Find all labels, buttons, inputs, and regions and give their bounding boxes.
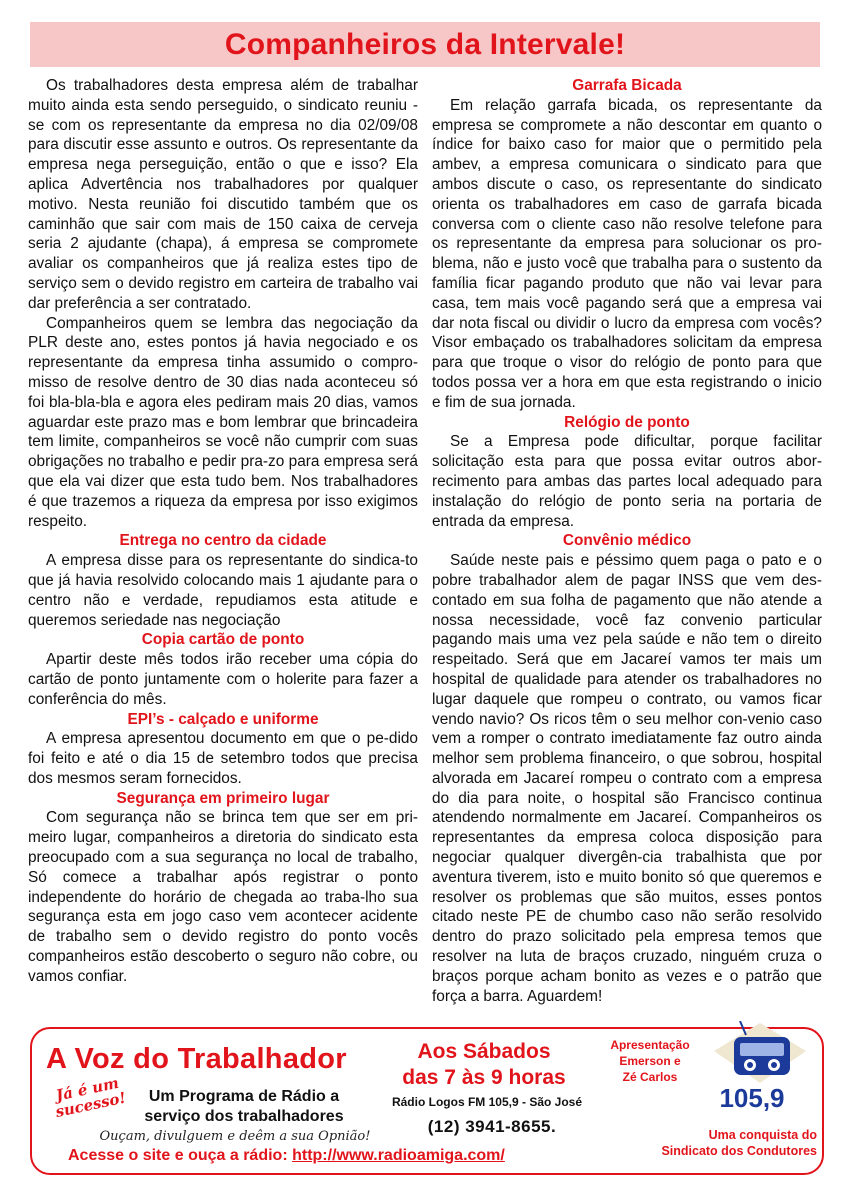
sponsor-line: Sindicato dos Condutores	[661, 1144, 817, 1158]
access-line	[68, 1147, 505, 1165]
schedule-day: Aos Sábados	[417, 1040, 551, 1063]
article-paragraph: Se a Empresa pode dificultar, porque facilitar solicitação esta para que possa evitar outros abor-recimento para ambas das partes local adequado para instalação do relógio de ponto seria na portaria de entrada da empresa.	[432, 433, 822, 530]
article-paragraph: Em relação garrafa bicada, os representante da empresa se compromete a não descontar em quanto o índice for baixo caso for maior que o permitido pela ambev, a empresa comunicara o sindicato para que ambos discute o caso, os representante do sindicato orienta os trabalhadores em caso de garrafa bicada conversa com o cliente caso não resolve telefone para os representante da empresa para solucionar os pro-blema, não e justo você que trabalha para o sustento da família ficar pagando produto que não vai levar para casa, tem mais você pagando será que a empresa vai dar nota fiscal ou dividir o lucro da empresa com vocês? Visor embaçado os trabalhadores solicitam da empresa para que troque o visor do relógio de ponto para que todos possa ver a hora em que esta registrando o inicio e fim de sua jornada.	[432, 96, 822, 411]
article-paragraph: Os trabalhadores desta empresa além de trabalhar muito ainda esta sendo perseguido, o sindicato reuniu - se com os representante da empresa no dia 02/09/08 para discutir esse assunto e outros. Os representante da empresa nega perseguição, então o que e isso? Ela aplica Advertência nos trabalhadores por qualquer motivo. Nesta reunião foi discutido também que os caminhão que sair com mais de 150 caixa de cerveja seria 2 ajudante (chapa), á empresa se compromete avaliar os companheiros que já realiza estes tipo de serviço sem o devido registro em carteira de trabalho vai dar preferência a ser contratado.	[28, 77, 418, 312]
section-heading: Segurança em primeiro lugar	[116, 789, 330, 807]
radio-icon	[704, 1021, 816, 1091]
radio-site-link[interactable]: http://www.radioamiga.com/	[292, 1147, 505, 1164]
section-heading: EPI’s - calçado e uniforme	[127, 710, 319, 728]
frequency-label: 105,9	[719, 1083, 785, 1113]
radio-program-box	[30, 1027, 824, 1175]
article-paragraph: Com segurança não se brinca tem que ser em pri-meiro lugar, companheiros a diretoria do sindicato esta preocupado com a sua segurança no local de trabalho, Só comece a trabalhar após registrar o ponto independente do horário de chegada ao traba-lho sua segurança esta em jogo caso vem acontecer acidente de trabalho sem o devido registro do ponto vocês companheiros estão descoberto o seguro não cobre, ou vamos confiar.	[28, 809, 418, 985]
program-description	[114, 1087, 374, 1127]
section-heading: Copia cartão de ponto	[141, 631, 305, 649]
schedule-time: das 7 às 9 horas	[402, 1066, 566, 1089]
left-column	[28, 76, 418, 987]
article-paragraph: A empresa apresentou documento em que o pe-dido foi feito e até o dia 15 de setembro todos que precisa dos mesmos seram fornecidos.	[28, 730, 418, 787]
article-paragraph: A empresa disse para os representante do sindica-to que já havia resolvido colocando mais 1 ajudante para o centro não e verdade, repudiamos esta atitude e queremos seriedade nas negociação	[28, 552, 418, 629]
title-banner	[30, 22, 820, 67]
program-line: serviço dos trabalhadores	[144, 1108, 344, 1125]
sponsor-line: Uma conquista do	[708, 1128, 817, 1142]
presenter-name: Zé Carlos	[622, 1070, 678, 1084]
radio-station-name: Rádio Logos FM 105,9 - São José	[391, 1095, 583, 1109]
section-heading: Relógio de ponto	[564, 413, 690, 431]
radio-show-title: A Voz do Trabalhador	[46, 1043, 347, 1075]
article-paragraph: Saúde neste pais e péssimo quem paga o pato e o pobre trabalhador alem de pagar INSS que vem des-contado em sua folha de pagamento que não atende a nossa necessidade, você faz convenio particular pagando mais uma vez pela saúde e não tem o direito respeitado. Será que em Jacareí vamos ter mais um hospital de qualidade para atender os trabalhadores no lugar daquele que rompeu o contrato, ou vamos ficar vendo navio? Os ricos têm o seu melhor con-venio caso vem a romper o contrato imediatamente faz outro ainda melhor sem problema financeiro, o que sobrou, hospital alvorada em Jacareí rompeu o contrato com a empresa do dia para noite, o hospital são Francisco continua atendendo normalmente em Jacareí. Companheiros os representantes da empresa coloca disposição para negociar qualquer divergên-cia trabalhista que por aventura tiverem, isto e muito bonito só que queremos e resolver os problemas que são muitos, esses pontos citado neste PE de chumbo caso não serão resolvido dentro do prazo solicitado pela empresa temos que resolver na luta de braços cruzado, ninguém cruza o braços porque acham bonito as vezes e o patrão que força a barra. Aguardem!	[432, 552, 822, 1005]
article-paragraph: Apartir deste mês todos irão receber uma cópia do cartão de ponto juntamente com o holerite para fazer a conferência do mês.	[28, 651, 418, 708]
section-heading: Entrega no centro da cidade	[119, 532, 327, 550]
page-title: Companheiros da Intervale!	[224, 27, 626, 61]
phone-number: (12) 3941-8655.	[427, 1117, 557, 1136]
section-heading: Garrafa Bicada	[572, 77, 682, 94]
success-tag: Já é um sucesso!	[53, 1073, 128, 1122]
section-heading: Convênio médico	[562, 532, 692, 550]
schedule	[384, 1039, 584, 1091]
slogan: Ouçam, divulguem e deêm a sua Opnião!	[99, 1129, 371, 1144]
program-line: Um Programa de Rádio a	[148, 1088, 340, 1105]
article-paragraph: Companheiros quem se lembra das negociação da PLR deste ano, estes pontos já havia negociado e os representante da empresa tinha assumido o compro-misso de resolve dentro de 30 dias nada aconteceu só foi bla-bla-bla e agora eles pediram mais 20 dias, vamos aguardar este prazo mas e bom lembrar que brincadeira tem limite, companheiros se você não cumprir com suas obrigações no trabalho e pedir pra-zo para empresa será que ela vai dizer que esta tudo bem. Nos trabalhadores é que trazemos a riqueza da empresa por isso exigimos respeito.	[28, 314, 418, 530]
presenter-label: Apresentação	[610, 1038, 690, 1052]
presenters	[590, 1037, 710, 1085]
sponsor-note	[607, 1127, 817, 1159]
right-column	[432, 76, 822, 1006]
access-text: Acesse o site e ouça a rádio:	[68, 1147, 293, 1164]
presenter-name: Emerson e	[619, 1054, 681, 1068]
